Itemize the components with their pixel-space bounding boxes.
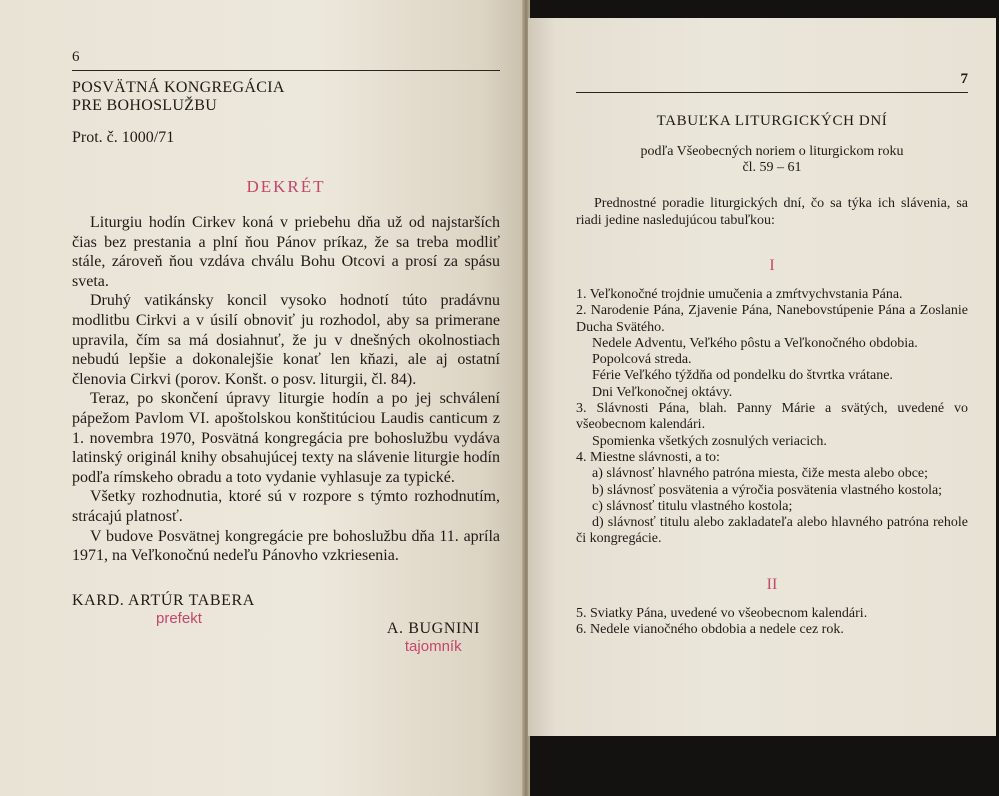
- signature-role: tajomník: [404, 637, 462, 655]
- signature-prefect: [72, 592, 255, 627]
- signature-secretary: [387, 620, 480, 655]
- section-1-list: [576, 287, 968, 548]
- paragraph: V budove Posvätnej kongregácie pre bohoslužbu dňa 11. apríla 1971, na Veľkonočnú nedeľu Pánovho vzkriesenia.: [72, 527, 500, 565]
- signature-name: A. BUGNINI: [386, 619, 480, 637]
- decree-text: [72, 213, 500, 566]
- list-item: Nedele Adventu, Veľkého pôstu a Veľkonočného obdobia.: [592, 335, 918, 351]
- left-page-number: 6: [72, 49, 80, 65]
- right-page-number: 7: [960, 71, 968, 87]
- subtitle-line: čl. 59 – 61: [742, 160, 802, 175]
- subtitle-line: podľa Všeobecných noriem o liturgickom roku: [640, 144, 904, 159]
- decree-heading: DEKRÉT: [246, 177, 326, 196]
- list-item: Spomienka všetkých zosnulých veriacich.: [592, 433, 827, 449]
- signature-name: KARD. ARTÚR TABERA: [72, 591, 255, 609]
- paragraph: Všetky rozhodnutia, ktoré sú v rozpore s týmto rozhodnutím, strácajú platnosť.: [72, 488, 500, 525]
- congregation-line: PRE BOHOSLUŽBU: [72, 97, 218, 114]
- table-title: TABUĽKA LITURGICKÝCH DNÍ: [656, 113, 888, 129]
- list-item: 1. Veľkonočné trojdnie umučenia a zmŕtvychvstania Pána.: [576, 287, 903, 302]
- paragraph: Teraz, po skončení úpravy liturgie hodín a po jej schválení pápežom Pavlom VI. apoštolskou konštitúciou Laudis canticum z 1. novembra 1970, Posvätná kongregácia pre bohoslužbu vydáva latinský originál knihy obsahujúcej texty na slávenie liturgie hodín podľa rímskeho obradu a toto vydanie vyhlasuje za typické.: [72, 390, 500, 486]
- list-item: Dni Veľkonočnej oktávy.: [592, 384, 733, 400]
- congregation-line: POSVÄTNÁ KONGREGÁCIA: [72, 79, 285, 96]
- protocol-number: Prot. č. 1000/71: [72, 129, 175, 146]
- header-rule: [72, 70, 500, 71]
- section-2-list: [576, 606, 968, 639]
- section-numeral: I: [769, 257, 775, 274]
- list-item: 4. Miestne slávnosti, a to:: [576, 449, 720, 465]
- section-numeral: II: [766, 575, 778, 593]
- table-subtitle: [576, 144, 968, 176]
- signature-role: prefekt: [156, 609, 202, 627]
- list-item: Férie Veľkého týždňa od pondelku do štvrtka vrátane.: [592, 368, 893, 384]
- list-item: Popolcová streda.: [592, 352, 692, 368]
- signatures: [72, 592, 500, 682]
- list-item: 5. Sviatky Pána, uvedené vo všeobecnom kalendári.: [576, 605, 868, 621]
- list-item: c) slávnosť titulu vlastného kostola;: [592, 498, 793, 514]
- list-item: 3. Slávnosti Pána, blah. Panny Márie a svätých, uvedené vo všeobecnom kalendári.: [576, 401, 968, 433]
- right-page: [528, 18, 996, 736]
- list-item: 6. Nedele vianočného obdobia a nedele cez rok.: [576, 622, 844, 638]
- list-item: b) slávnosť posvätenia a výročia posvätenia vlastného kostola;: [592, 482, 943, 498]
- list-item: 2. Narodenie Pána, Zjavenie Pána, Nanebovstúpenie Pána a Zoslanie Ducha Svätého.: [576, 303, 968, 335]
- intro-text: Prednostné poradie liturgických dní, čo sa týka ich slávenia, sa riadi jedine nasledujúcou tabuľkou:: [576, 196, 968, 228]
- paragraph: Liturgiu hodín Cirkev koná v priebehu dňa už od najstarších čias bez prestania a plní ňou Pánov príkaz, že sa treba modliť stále, zároveň ňou vzdáva chválu Bohu Otcovi a prosí za spásu sveta.: [72, 214, 500, 290]
- list-item: d) slávnosť titulu alebo zakladateľa alebo hlavného patróna rehole či kongregácie.: [576, 515, 968, 547]
- list-item: a) slávnosť hlavného patróna miesta, čiže mesta alebo obce;: [592, 466, 929, 482]
- paragraph: Druhý vatikánsky koncil vysoko hodnotí túto pradávnu modlitbu Cirkvi a v úsilí obnoviť ju rozhodol, aby sa primerane upravila, čím sa má dosiahnuť, že ju v dnešných okolnostiach nebudú lepšie a dokonalejšie konať len kňazi, ale aj ostatní členovia Cirkvi (porov. Konšt. o posv. liturgii, čl. 84).: [72, 292, 500, 388]
- congregation-name: [72, 79, 500, 115]
- header-rule: [576, 92, 968, 93]
